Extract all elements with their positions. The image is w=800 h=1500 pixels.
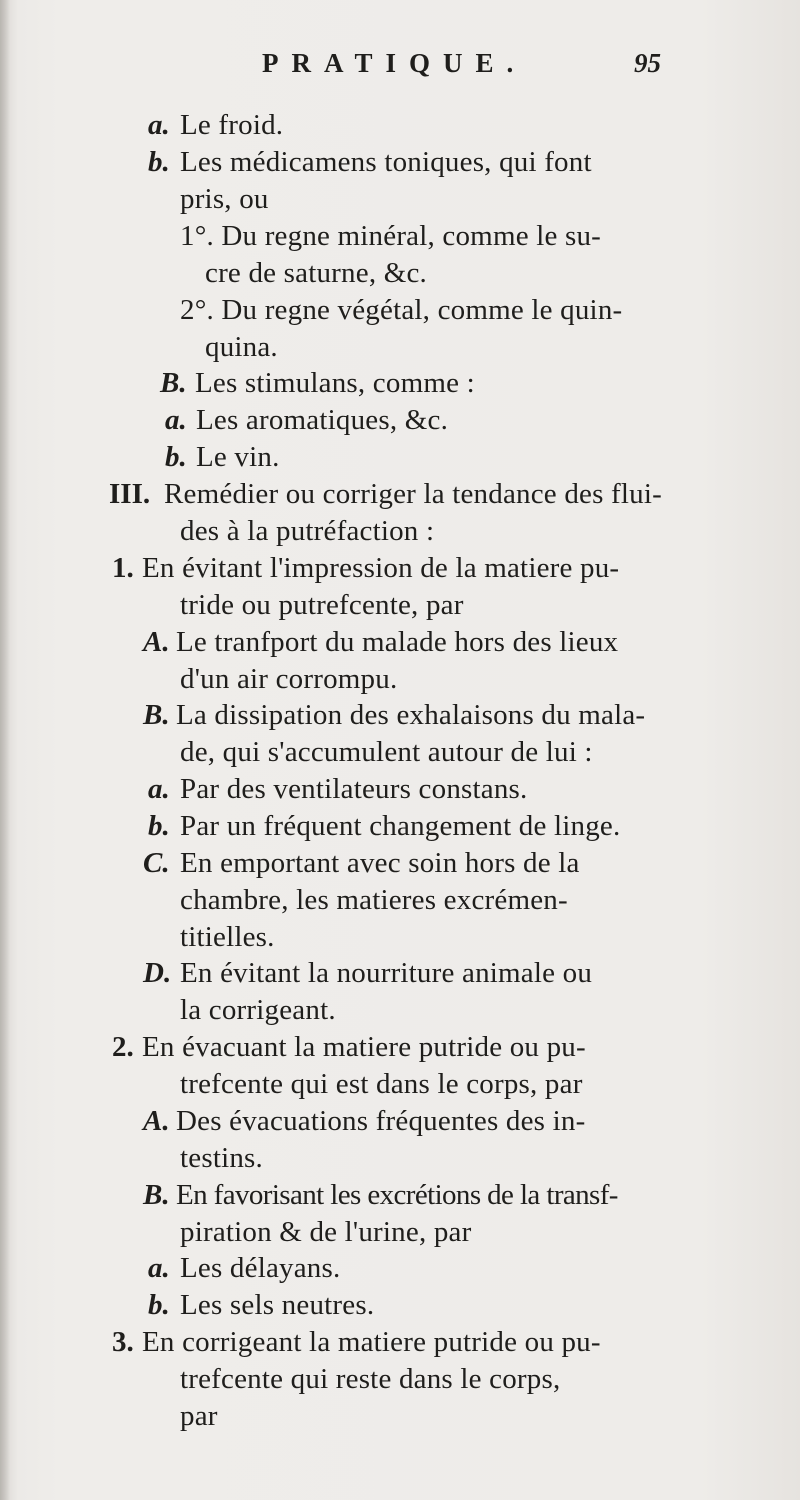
text-line: Les médicamens toniques, qui font [180,146,592,178]
list-marker: a. [165,404,187,436]
list-marker: a. [148,773,170,805]
text-line: En évitant la nourriture animale ou [180,957,593,989]
list-marker: b. [148,1289,170,1321]
text-line: tride ou putrefcente, par [180,589,464,621]
list-marker: a. [148,109,170,141]
text-line: Par des ventilateurs constans. [180,773,528,805]
list-marker: a. [148,1252,170,1284]
text-line: Le froid. [180,109,284,141]
running-head: PRATIQUE. [262,48,527,78]
text-line: En corrigeant la matiere putride ou pu- [142,1326,601,1358]
list-marker: B. [143,699,170,731]
text-line: Des évacuations fréquentes des in- [176,1105,586,1137]
text-line: chambre, les matieres excrémen- [180,884,568,916]
list-marker: b. [148,810,170,842]
list-marker: b. [148,146,170,178]
text-line: Remédier ou corriger la tendance des flui- [164,478,662,510]
list-marker: 3. [112,1326,134,1358]
text-line: la corrigeant. [180,994,336,1026]
text-line: En évitant l'impression de la matiere pu- [142,552,620,584]
text-line: cre de saturne, &c. [205,257,427,289]
text-line: Les délayans. [180,1252,341,1284]
page-number: 95 [634,48,661,78]
list-marker: C. [143,847,170,879]
text-line: par [180,1400,218,1432]
list-marker: 2. [112,1031,134,1063]
text-line: En évacuant la matiere putride ou pu- [142,1031,586,1063]
text-line: Le vin. [196,441,280,473]
list-marker: B. [143,1179,170,1211]
list-marker: b. [165,441,187,473]
list-marker: D. [143,957,172,989]
text-line: pris, ou [180,183,269,215]
text-line: trefcente qui est dans le corps, par [180,1068,583,1100]
text-line: Les stimulans, comme : [195,367,475,399]
text-line: Par un fréquent changement de linge. [180,810,621,842]
text-line: des à la putréfaction : [180,515,435,547]
list-marker: A. [143,626,170,658]
list-marker: III. [109,478,151,510]
text-line: Les aromatiques, &c. [196,404,449,436]
text-line: La dissipation des exhalaisons du mala- [176,699,646,731]
text-line: Les sels neutres. [180,1289,375,1321]
list-marker: 1. [112,552,134,584]
text-line: 1°. Du regne minéral, comme le su- [180,220,602,252]
text-line: 2°. Du regne végétal, comme le quin- [180,294,623,326]
list-marker: A. [143,1105,170,1137]
text-line: titielles. [180,921,275,953]
text-line: En emportant avec soin hors de la [180,847,580,879]
text-line: trefcente qui reste dans le corps, [180,1363,561,1395]
text-line: d'un air corrompu. [180,663,398,695]
text-line: Le tranfport du malade hors des lieux [176,626,619,658]
text-line: quina. [205,331,278,363]
text-line: de, qui s'accumulent autour de lui : [180,736,593,768]
text-line: En favorisant les excrétions de la transf- [176,1179,618,1211]
text-line: testins. [180,1142,263,1174]
list-marker: B. [160,367,187,399]
text-line: piration & de l'urine, par [180,1216,472,1248]
